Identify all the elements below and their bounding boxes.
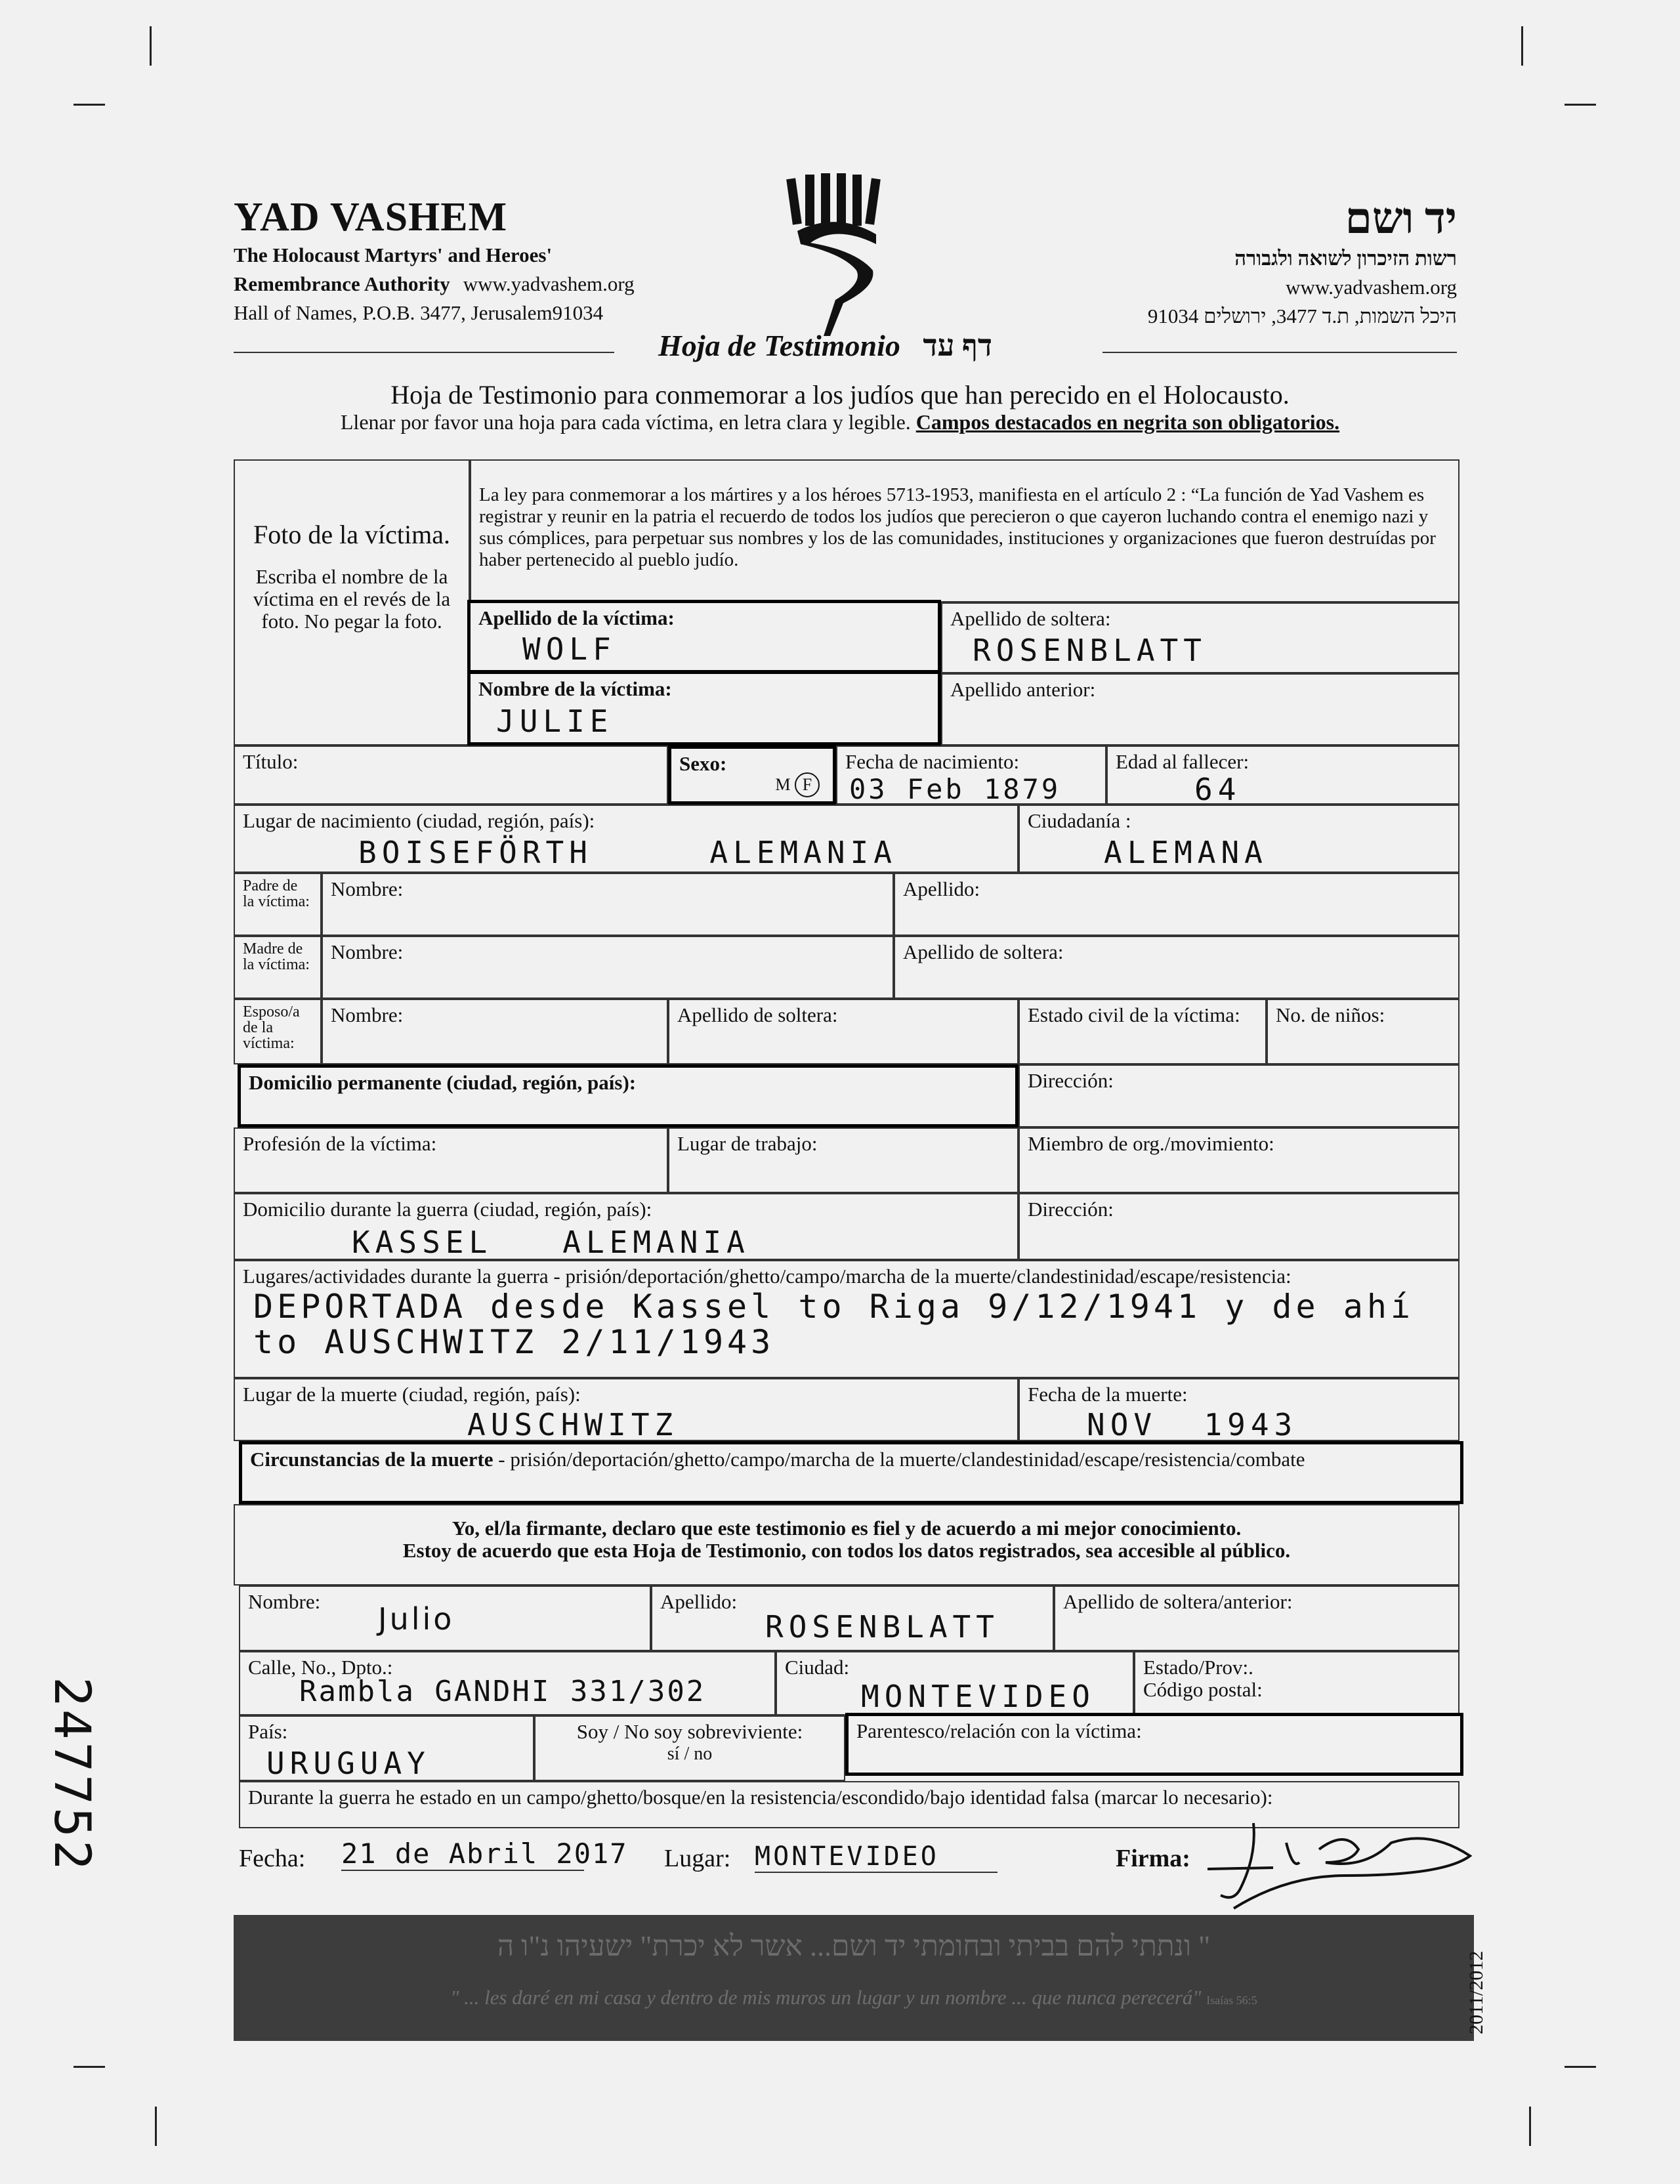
death-date-value: NOV 1943 bbox=[1087, 1407, 1298, 1442]
crop-mark bbox=[1521, 26, 1523, 66]
maiden-name-field[interactable]: Apellido de soltera: bbox=[941, 602, 1460, 673]
mother-name-field[interactable]: Nombre: bbox=[322, 936, 894, 999]
death-place-value: AUSCHWITZ bbox=[467, 1407, 679, 1442]
header-english bbox=[234, 194, 635, 327]
marital-status-field[interactable]: Estado civil de la víctima: bbox=[1018, 999, 1267, 1064]
website-en: www.yadvashem.org bbox=[463, 272, 635, 295]
victim-first-name-value: JULIE bbox=[496, 704, 614, 739]
membership-field[interactable]: Miembro de org./movimiento: bbox=[1018, 1127, 1460, 1193]
place-value: MONTEVIDEO bbox=[755, 1841, 998, 1873]
signature bbox=[1194, 1816, 1483, 1915]
quote-spanish: " ... les daré en mi casa y dentro de mis muros un lugar y un nombre ... que nunca perecerá" Isaías 56:5 bbox=[450, 1986, 1257, 2009]
birth-date-field[interactable]: Fecha de nacimiento: bbox=[836, 746, 1106, 805]
quote-hebrew: " ונתתי להם בביתי ובחומתי יד ושם... אשר לא יכרת" ישעיהו נ"ו ה bbox=[497, 1930, 1211, 1962]
crop-mark bbox=[150, 26, 152, 66]
permanent-residence-field[interactable]: Domicilio permanente (ciudad, región, país): bbox=[238, 1064, 1018, 1127]
org-subtitle-2: Remembrance Authority bbox=[234, 272, 450, 295]
survivor-options: sí / no bbox=[667, 1744, 713, 1764]
permanent-address-field[interactable]: Dirección: bbox=[1018, 1064, 1460, 1127]
place-label: Lugar: bbox=[664, 1845, 731, 1872]
birthplace-field[interactable]: Lugar de nacimiento (ciudad, región, país): bbox=[234, 805, 1018, 873]
title-field[interactable]: Título: bbox=[234, 746, 668, 805]
submitter-street-field[interactable]: Calle, No., Dpto.: bbox=[239, 1651, 776, 1715]
age-at-death-field[interactable]: Edad al fallecer: bbox=[1106, 746, 1460, 805]
mother-label: Madre de la víctima: bbox=[234, 936, 322, 999]
maiden-name-value: ROSENBLATT bbox=[973, 633, 1207, 668]
form-title: Hoja de Testimonio דף עד bbox=[658, 329, 993, 362]
address-hebrew: היכל השמות, ת.ד 3477, ירושלים 91034 bbox=[1147, 304, 1457, 327]
submitter-country-field[interactable]: País: bbox=[239, 1715, 534, 1781]
spouse-name-field[interactable]: Nombre: bbox=[322, 999, 668, 1064]
sex-selected-f: F bbox=[795, 772, 820, 797]
death-place-field[interactable]: Lugar de la muerte (ciudad, región, país): bbox=[234, 1378, 1018, 1441]
submitter-city-field[interactable]: Ciudad: bbox=[776, 1651, 1134, 1715]
intro-line-1: Hoja de Testimonio para conmemorar a los judíos que han perecido en el Holocausto. bbox=[390, 380, 1290, 410]
previous-surname-field[interactable]: Apellido anterior: bbox=[941, 673, 1460, 746]
yad-vashem-logo bbox=[784, 172, 889, 336]
submitter-city-value: MONTEVIDEO bbox=[861, 1679, 1095, 1714]
mother-maiden-field[interactable]: Apellido de soltera: bbox=[894, 936, 1460, 999]
archive-number: 247752 bbox=[43, 1677, 102, 1873]
submitter-country-value: URUGUAY bbox=[266, 1746, 430, 1781]
quote-banner bbox=[234, 1915, 1474, 2041]
photo-box[interactable] bbox=[234, 459, 470, 746]
submitter-maiden-field[interactable]: Apellido de soltera/anterior: bbox=[1054, 1586, 1460, 1651]
father-label: Padre de la víctima: bbox=[234, 873, 322, 936]
victim-first-name-field[interactable]: Nombre de la víctima: bbox=[467, 671, 941, 746]
birth-date-value: 03 Feb 1879 bbox=[849, 773, 1061, 805]
header-hebrew bbox=[1148, 194, 1457, 331]
workplace-field[interactable]: Lugar de trabajo: bbox=[668, 1127, 1018, 1193]
wartime-places-field[interactable]: Lugares/actividades durante la guerra - prisión/deportación/ghetto/campo/marcha de la muerte/clandestinidad/escape/resistencia: bbox=[234, 1260, 1460, 1378]
submitter-surname-field[interactable]: Apellido: bbox=[651, 1586, 1054, 1651]
spouse-label: Esposo/a de la víctima: bbox=[234, 999, 322, 1064]
wartime-residence-field[interactable]: Domicilio durante la guerra (ciudad, región, país): bbox=[234, 1193, 1018, 1260]
father-surname-field[interactable]: Apellido: bbox=[894, 873, 1460, 936]
death-date-field[interactable]: Fecha de la muerte: bbox=[1018, 1378, 1460, 1441]
age-at-death-value: 64 bbox=[1194, 772, 1242, 807]
declaration: Yo, el/la firmante, declaro que este testimonio es fiel y de acuerdo a mi mejor conocimiento. Estoy de acuerdo que esta Hoja de Testimonio, con todos los datos registrados, sea accesible al público. bbox=[234, 1504, 1460, 1586]
crop-mark bbox=[74, 2066, 105, 2068]
wartime-address-field[interactable]: Dirección: bbox=[1018, 1193, 1460, 1260]
victim-surname-field[interactable]: Apellido de la víctima: bbox=[467, 600, 941, 673]
address-en: Hall of Names, P.O.B. 3477, Jerusalem91034 bbox=[234, 301, 604, 324]
birthplace-value: BOISEFÖRTH ALEMANIA bbox=[358, 835, 897, 870]
sex-field[interactable]: Sexo: M F bbox=[668, 746, 836, 805]
crop-mark bbox=[1564, 2066, 1596, 2068]
wartime-experience-field[interactable]: Durante la guerra he estado en un campo/ghetto/bosque/en la resistencia/escondido/bajo identidad falsa (marcar lo necesario): bbox=[239, 1781, 1460, 1828]
org-subtitle-1: The Holocaust Martyrs' and Heroes' bbox=[234, 243, 553, 266]
crop-mark bbox=[1564, 104, 1596, 106]
photo-instructions: Escriba el nombre de la víctima en el revés de la foto. No pegar la foto. bbox=[253, 565, 451, 633]
profession-field[interactable]: Profesión de la víctima: bbox=[234, 1127, 668, 1193]
wartime-places-value-1: DEPORTADA desde Kassel to Riga 9/12/1941 y de ahí bbox=[253, 1288, 1415, 1326]
spouse-maiden-field[interactable]: Apellido de soltera: bbox=[668, 999, 1018, 1064]
law-text: La ley para conmemorar a los mártires y a los héroes 5713-1953, manifiesta en el artículo 2 : “La función de Yad Vashem es registrar y reunir en la patria el recuerdo de todos los judíos que perecieron o que cayeron luchando contra el enemigo nazi y sus cómplices, para perpetuar sus nombres y los de las comunidades, instituciones y organizaciones que fueron destruídas por haber pertenecido al pueblo judío. bbox=[470, 459, 1460, 602]
divider bbox=[1102, 352, 1457, 353]
victim-surname-value: WOLF bbox=[522, 631, 616, 667]
form-version: 2011/2012 bbox=[1465, 1950, 1487, 2034]
submitter-name-field[interactable]: Nombre: bbox=[239, 1586, 651, 1651]
wartime-residence-value: KASSEL ALEMANIA bbox=[352, 1225, 750, 1260]
org-name: YAD VASHEM bbox=[234, 195, 508, 240]
org-name-hebrew: יד ושם bbox=[1345, 195, 1457, 243]
citizenship-value: ALEMANA bbox=[1104, 835, 1268, 870]
org-subtitle-hebrew: רשות הזיכרון לשואה ולגבורה bbox=[1234, 247, 1457, 270]
date-label: Fecha: bbox=[239, 1845, 306, 1872]
father-name-field[interactable]: Nombre: bbox=[322, 873, 894, 936]
relationship-field[interactable]: Parentesco/relación con la víctima: bbox=[845, 1713, 1463, 1776]
num-children-field[interactable]: No. de niños: bbox=[1267, 999, 1460, 1064]
citizenship-field[interactable]: Ciudadanía : bbox=[1018, 805, 1460, 873]
submitter-street-value: Rambla GANDHI 331/302 bbox=[299, 1675, 706, 1708]
crop-mark bbox=[1529, 2107, 1531, 2146]
photo-title: Foto de la víctima. bbox=[253, 520, 450, 549]
testimony-form bbox=[234, 459, 1460, 1828]
wartime-places-value-2: to AUSCHWITZ 2/11/1943 bbox=[253, 1323, 775, 1361]
submitter-state-field[interactable]: Estado/Prov:. Código postal: bbox=[1134, 1651, 1460, 1715]
divider bbox=[234, 352, 614, 353]
crop-mark bbox=[74, 104, 105, 106]
submitter-surname-value: ROSENBLATT bbox=[765, 1609, 999, 1645]
crop-mark bbox=[155, 2107, 157, 2146]
signature-label: Firma: bbox=[1116, 1845, 1190, 1872]
death-circumstances-field[interactable]: Circunstancias de la muerte - prisión/deportación/ghetto/campo/marcha de la muerte/clandestinidad/escape/resistencia/combate bbox=[239, 1441, 1463, 1504]
date-value: 21 de Abril 2017 bbox=[341, 1838, 628, 1870]
website-he: www.yadvashem.org bbox=[1286, 276, 1457, 299]
survivor-field[interactable]: Soy / No soy sobreviviente: sí / no bbox=[534, 1715, 845, 1781]
submitter-name-value: Julio bbox=[378, 1601, 455, 1637]
intro-line-2: Llenar por favor una hoja para cada víctima, en letra clara y legible. Campos destacados en negrita son obligatorios. bbox=[340, 410, 1340, 434]
